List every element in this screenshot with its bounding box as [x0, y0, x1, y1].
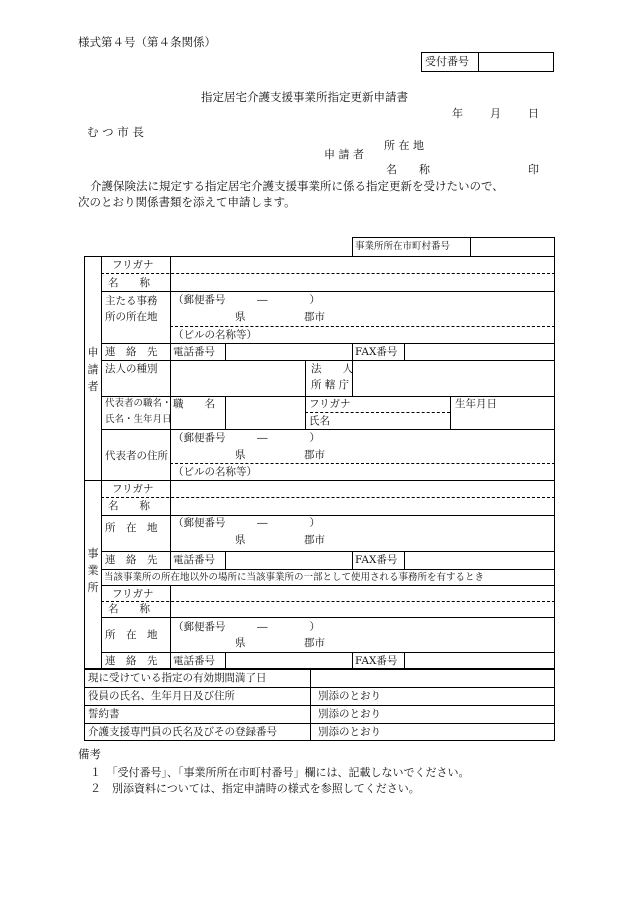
year-label: 年	[452, 107, 463, 120]
manager-label: 介護支援専門員の氏名及びその登録番号	[88, 726, 277, 738]
officers-value: 別添のとおり	[318, 690, 381, 702]
rep-address-label: 代表者の住所	[105, 450, 168, 462]
office-name-label: 名 称	[108, 500, 150, 512]
notes-heading: 備考	[78, 747, 101, 761]
main-office-label-1: 主たる事務	[105, 295, 158, 307]
office-prefecture-label: 県	[235, 534, 246, 546]
day-label: 日	[528, 107, 539, 120]
representative-label-1: 代表者の職名・	[105, 398, 172, 409]
office-location-label: 所 在 地	[105, 522, 158, 534]
prefecture-label: 県	[235, 311, 246, 323]
note-2: ２ 別添資料については、指定申請時の様式を参照してください。	[90, 782, 420, 795]
rep-city-label: 郡市	[304, 449, 325, 461]
pledge-label: 誓約書	[88, 708, 120, 720]
city-label: 郡市	[304, 311, 325, 323]
applicant-side-label: 申 請 者	[87, 346, 99, 393]
pledge-value: 別添のとおり	[318, 708, 381, 720]
rep-postal-label: （郵便番号 ― ）	[173, 432, 320, 444]
main-office-label-2: 所の所在地	[105, 311, 158, 323]
sub-office-fax-label: FAX番号	[355, 655, 398, 667]
other-office-note: 当該事業所の所在地以外の場所に当該事業所の一部として使用される事務所を有するとき	[104, 572, 485, 583]
addressee: む つ 市 長	[87, 125, 144, 139]
applicant-furigana-label: フリガナ	[112, 259, 154, 271]
sub-office-contact-label: 連 絡 先	[105, 655, 158, 667]
fax-label: FAX番号	[355, 346, 398, 358]
representative-label-2: 氏名・生年月日	[105, 414, 172, 425]
sub-office-location-label: 所 在 地	[105, 629, 158, 641]
office-city-number-label: 事業所所在市町村番号	[355, 241, 451, 252]
corp-authority-label-1: 法 人	[311, 363, 353, 375]
contact-label: 連 絡 先	[105, 346, 158, 358]
page-title: 指定居宅介護支援事業所指定更新申請書	[201, 90, 408, 104]
corp-type-label: 法人の種別	[105, 363, 158, 375]
receipt-number-label: 受付番号	[425, 55, 469, 68]
validity-label: 現に受けている指定の有効期間満了日	[88, 672, 267, 684]
body-text-2: 次のとおり関係書類を添えて申請します。	[78, 195, 296, 209]
sub-office-prefecture-label: 県	[235, 637, 246, 649]
building-name-label: （ビルの名称等）	[173, 329, 257, 341]
address-label: 所 在 地	[384, 139, 424, 152]
position-label: 職 名	[173, 398, 215, 410]
office-postal-label: （郵便番号 ― ）	[173, 517, 320, 529]
month-label: 月	[490, 107, 501, 120]
body-text-1: 介護保険法に規定する指定居宅介護支援事業所に係る指定更新を受けたいので、	[90, 179, 504, 193]
note-1: １ 「受付番号」、「事業所所在市町村番号」欄には、記載しないでください。	[90, 766, 470, 779]
applicant-name-label: 名 称	[108, 277, 150, 289]
seal-mark: 印	[528, 163, 539, 176]
manager-value: 別添のとおり	[318, 726, 381, 738]
tel-label: 電話番号	[173, 346, 215, 358]
sub-office-furigana-label: フリガナ	[112, 588, 154, 600]
sub-office-city-label: 郡市	[304, 637, 325, 649]
birth-date-label: 生年月日	[455, 398, 497, 410]
office-furigana-label: フリガナ	[112, 483, 154, 495]
postal-code-label: （郵便番号 ― ）	[173, 294, 320, 306]
office-contact-label: 連 絡 先	[105, 554, 158, 566]
office-city-label: 郡市	[304, 534, 325, 546]
form-number: 様式第４号（第４条関係）	[78, 35, 216, 49]
office-side-label: 事 業 所	[87, 547, 99, 594]
rep-building-label: （ビルの名称等）	[173, 466, 257, 478]
rep-furigana-label: フリガナ	[309, 398, 351, 410]
rep-name-label: 氏名	[309, 415, 330, 427]
rep-prefecture-label: 県	[235, 449, 246, 461]
office-tel-label: 電話番号	[173, 554, 215, 566]
officers-label: 役員の氏名、生年月日及び住所	[88, 690, 235, 702]
corp-authority-label-2: 所 轄 庁	[311, 379, 350, 391]
sub-office-name-label: 名 称	[108, 603, 150, 615]
office-fax-label: FAX番号	[355, 554, 398, 566]
applicant-label: 申 請 者	[324, 148, 364, 161]
sub-office-tel-label: 電話番号	[173, 655, 215, 667]
receipt-number-field[interactable]	[480, 54, 552, 70]
sub-office-postal-label: （郵便番号 ― ）	[173, 621, 320, 633]
name-label: 名 称	[386, 163, 430, 176]
